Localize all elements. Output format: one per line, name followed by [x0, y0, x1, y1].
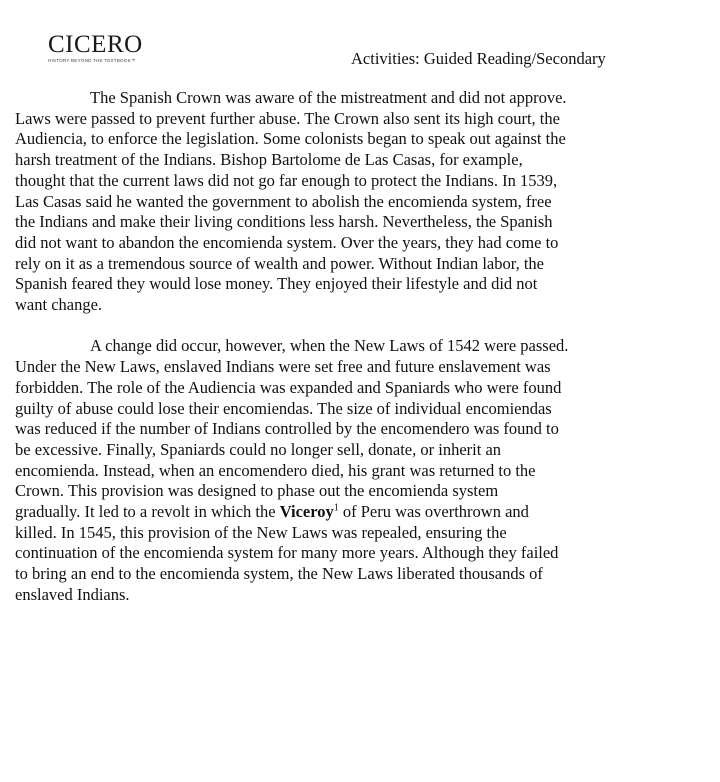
paragraph-line: Crown. This provision was designed to phase out the encomienda system: [15, 481, 499, 501]
paragraph-line: forbidden. The role of the Audiencia was expanded and Spaniards who were found: [15, 377, 562, 397]
paragraph-line: Spanish feared they would lose money. They enjoyed their lifestyle and did not: [15, 274, 538, 294]
paragraph-line: was reduced if the number of Indians controlled by the encomendero was found to: [15, 419, 559, 439]
paragraph-line: the Indians and make their living conditions less harsh. Nevertheless, the Spanish: [15, 212, 553, 232]
paragraph-line: guilty of abuse could lose their encomiendas. The size of individual encomiendas: [15, 398, 552, 418]
paragraph-2: [15, 336, 715, 605]
cicero-logo: [48, 33, 148, 64]
paragraph-line: Under the New Laws, enslaved Indians were set free and future enslavement was: [15, 357, 551, 377]
body-text: [15, 88, 715, 606]
paragraph-line: thought that the current laws did not go far enough to protect the Indians. In 1539,: [15, 170, 558, 190]
paragraph-line: A change did occur, however, when the New Laws of 1542 were passed.: [90, 336, 569, 356]
logo-tagline: HISTORY BEYOND THE TEXTBOOK™: [48, 58, 136, 63]
footnote-ref: 1: [333, 502, 339, 514]
logo-name: CICERO: [48, 31, 143, 58]
paragraph-line: enslaved Indians.: [15, 584, 130, 604]
viceroy-line-after: of Peru was overthrown and: [338, 502, 529, 522]
paragraph-line: did not want to abandon the encomienda system. Over the years, they had come to: [15, 232, 559, 252]
paragraph-line: be excessive. Finally, Spaniards could no longer sell, donate, or inherit an: [15, 439, 502, 459]
paragraph-line: The Spanish Crown was aware of the mistreatment and did not approve.: [90, 88, 567, 107]
page-header-title: Activities: Guided Reading/Secondary: [351, 49, 606, 68]
paragraph-line: Audiencia, to enforce the legislation. Some colonists began to speak out against the: [15, 129, 566, 149]
paragraph-line: harsh treatment of the Indians. Bishop Bartolome de Las Casas, for example,: [15, 150, 523, 170]
paragraph-line: encomienda. Instead, when an encomendero died, his grant was returned to the: [15, 460, 536, 480]
paragraph-line: Las Casas said he wanted the government to abolish the encomienda system, free: [15, 191, 552, 211]
paragraph-line: want change.: [15, 295, 103, 315]
paragraph-line: killed. In 1545, this provision of the New Laws was repealed, ensuring the: [15, 522, 507, 542]
paragraph-1: [15, 88, 715, 316]
viceroy-line-before: gradually. It led to a revolt in which the: [15, 502, 280, 522]
paragraph-line: Laws were passed to prevent further abuse. The Crown also sent its high court, the: [15, 108, 560, 128]
paragraph-line: rely on it as a tremendous source of wealth and power. Without Indian labor, the: [15, 253, 544, 273]
paragraph-line: continuation of the encomienda system for many more years. Although they failed: [15, 543, 559, 563]
viceroy-term: Viceroy: [279, 502, 334, 522]
viceroy-line: [15, 502, 715, 523]
paragraph-line: to bring an end to the encomienda system, the New Laws liberated thousands of: [15, 564, 543, 584]
